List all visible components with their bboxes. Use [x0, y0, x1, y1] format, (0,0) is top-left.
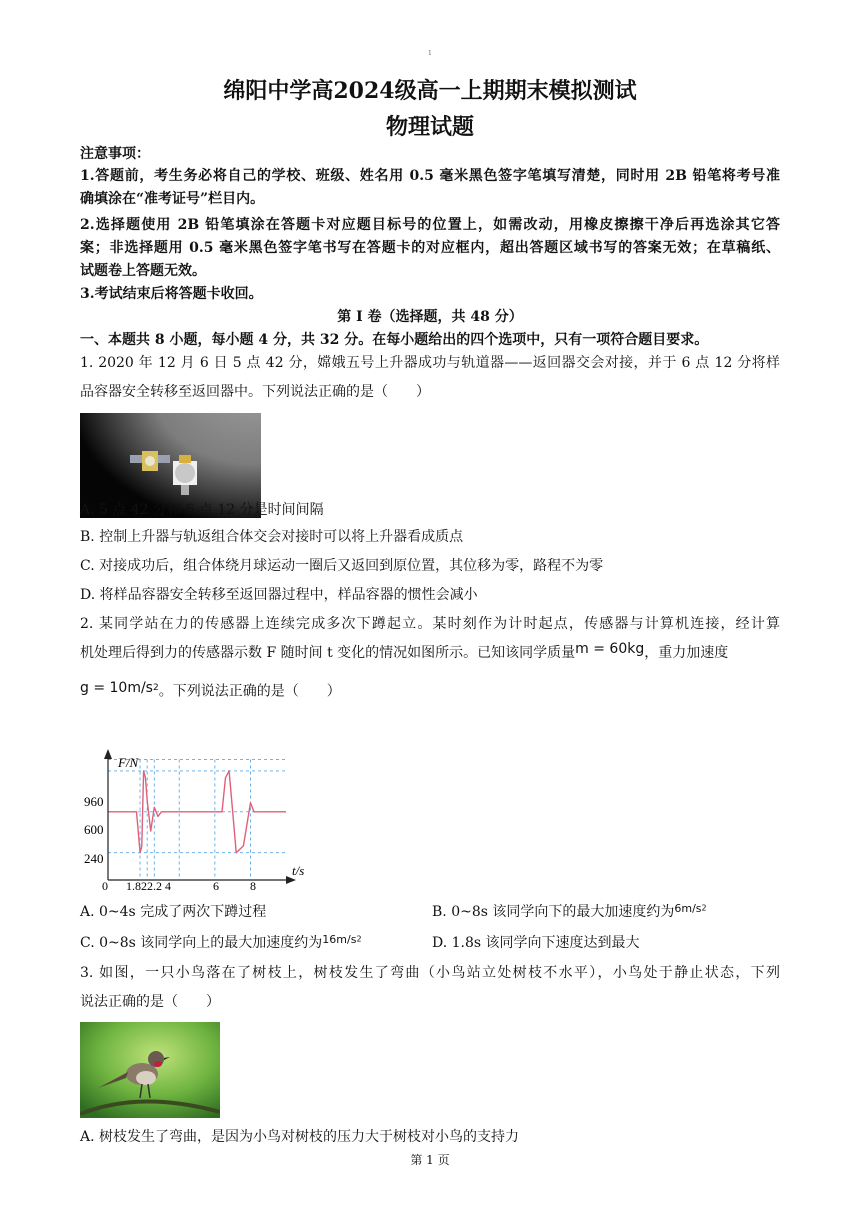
- q2-stem-a: 2. 某同学站在力的传感器上连续完成多次下蹲起立。某时刻作为计时起点，传感器与计算机连接，经计算: [80, 616, 780, 632]
- q1-option-c: C. 对接成功后，组合体绕月球运动一圈后又返回到原位置，其位移为零，路程不为零: [80, 558, 604, 574]
- notice-item-1b: 确填涂在“准考证号”栏目内。: [80, 191, 265, 207]
- q1-option-a: A. 5 点 42 分和 6 点 12 分是时间间隔: [80, 502, 324, 518]
- q1-option-b: B. 控制上升器与轨返组合体交会对接时可以将上升器看成质点: [80, 529, 464, 545]
- q2-option-c: [80, 932, 362, 952]
- x-axis-label: t/s: [292, 863, 305, 878]
- q2-stem-b2: ，重力加速度: [644, 645, 729, 661]
- q2-option-c-text: C. 0~8s 该同学向上的最大加速度约为: [80, 935, 323, 951]
- chart-reference-lines: [108, 760, 286, 880]
- q1-option-d: D. 将样品容器安全转移至返回器过程中，样品容器的惯性会减小: [80, 587, 478, 603]
- q2-option-d: D. 1.8s 该同学向下速度达到最大: [432, 935, 640, 951]
- force-curve: [108, 771, 286, 853]
- q2-option-b-value: 6m/s: [674, 902, 702, 915]
- q2-stem-c-text: 。下列说法正确的是（ ）: [158, 683, 341, 700]
- q2-stem-b: [80, 642, 780, 664]
- q1-stem-b: 品容器安全转移至返回器中。下列说法正确的是（ ）: [80, 384, 430, 400]
- notice-item-1a: 1.答题前，考生务必将自己的学校、班级、姓名用 0.5 毫米黑色签字笔填写清楚，同时用 2B 铅笔将考号准: [80, 168, 780, 184]
- q1-stem-a: 1. 2020 年 12 月 6 日 5 点 42 分，嫦娥五号上升器成功与轨道器——返回器交会对接，并于 6 点 12 分将样: [80, 355, 780, 371]
- ytick-240: 240: [84, 851, 104, 866]
- origin-label: 0: [102, 879, 108, 893]
- xtick-6: 6: [213, 879, 219, 893]
- notice-item-2a: 2.选择题使用 2B 铅笔填涂在答题卡对应题目标号的位置上，如需改动，用橡皮擦擦干净后再选涂其它答: [80, 217, 780, 233]
- ytick-600: 600: [84, 822, 104, 837]
- section-instruction: 一、本题共 8 小题，每小题 4 分，共 32 分。在每小题给出的四个选项中，只有一项符合题目要求。: [80, 332, 709, 348]
- q2-option-c-value: 16m/s: [322, 933, 357, 946]
- q3-option-a: A. 树枝发生了弯曲，是因为小鸟对树枝的压力大于树枝对小鸟的支持力: [80, 1129, 520, 1145]
- y-axis-label: F/N: [118, 755, 139, 770]
- q2-option-c-exp: 2: [356, 934, 362, 944]
- ytick-960: 960: [84, 794, 104, 809]
- q2-stem-c: [80, 677, 780, 703]
- notice-item-3: 3.考试结束后将答题卡收回。: [80, 286, 263, 302]
- q2-option-a: A. 0~4s 完成了两次下蹲过程: [80, 904, 267, 920]
- q2-option-b: [432, 901, 707, 921]
- page-marker: 1: [428, 50, 432, 57]
- exam-subtitle: 物理试题: [385, 114, 474, 140]
- section-title: 第 I 卷（选择题，共 48 分）: [337, 309, 523, 325]
- notice-item-2b: 案；非选择题用 0.5 毫米黑色签字笔书写在答题卡的对应框内，超出答题区域书写的答案无效；在草稿纸、: [80, 240, 780, 256]
- page-number: 第 1 页: [410, 1153, 450, 1167]
- gravity-formula: g = 10m/s: [80, 679, 153, 696]
- xtick-1.8-2.2-4: 1.822.2 4: [126, 879, 171, 893]
- exam-title: 绵阳中学高2024级高一上期期末模拟测试: [223, 78, 637, 104]
- notice-heading: 注意事项：: [80, 146, 150, 162]
- q2-option-b-text: B. 0~8s 该同学向下的最大加速度约为: [432, 904, 675, 920]
- force-time-chart: [80, 745, 310, 895]
- gravity-exponent: 2: [152, 683, 159, 693]
- notice-item-2c: 试题卷上答题无效。: [80, 263, 206, 279]
- bird-on-branch-image: [80, 1022, 220, 1118]
- y-axis-arrow: [104, 749, 112, 759]
- q3-stem-b: 说法正确的是（ ）: [80, 994, 220, 1010]
- q2-option-b-exp: 2: [701, 903, 707, 913]
- q2-stem-b1: 机处理后得到力的传感器示数 F 随时间 t 变化的情况如图所示。已知该同学质量: [80, 645, 576, 661]
- q3-stem-a: 3. 如图，一只小鸟落在了树枝上，树枝发生了弯曲（小鸟站立处树枝不水平），小鸟处于静止状态，下列: [80, 965, 780, 981]
- mass-formula: m = 60kg: [575, 641, 645, 657]
- xtick-8: 8: [250, 879, 256, 893]
